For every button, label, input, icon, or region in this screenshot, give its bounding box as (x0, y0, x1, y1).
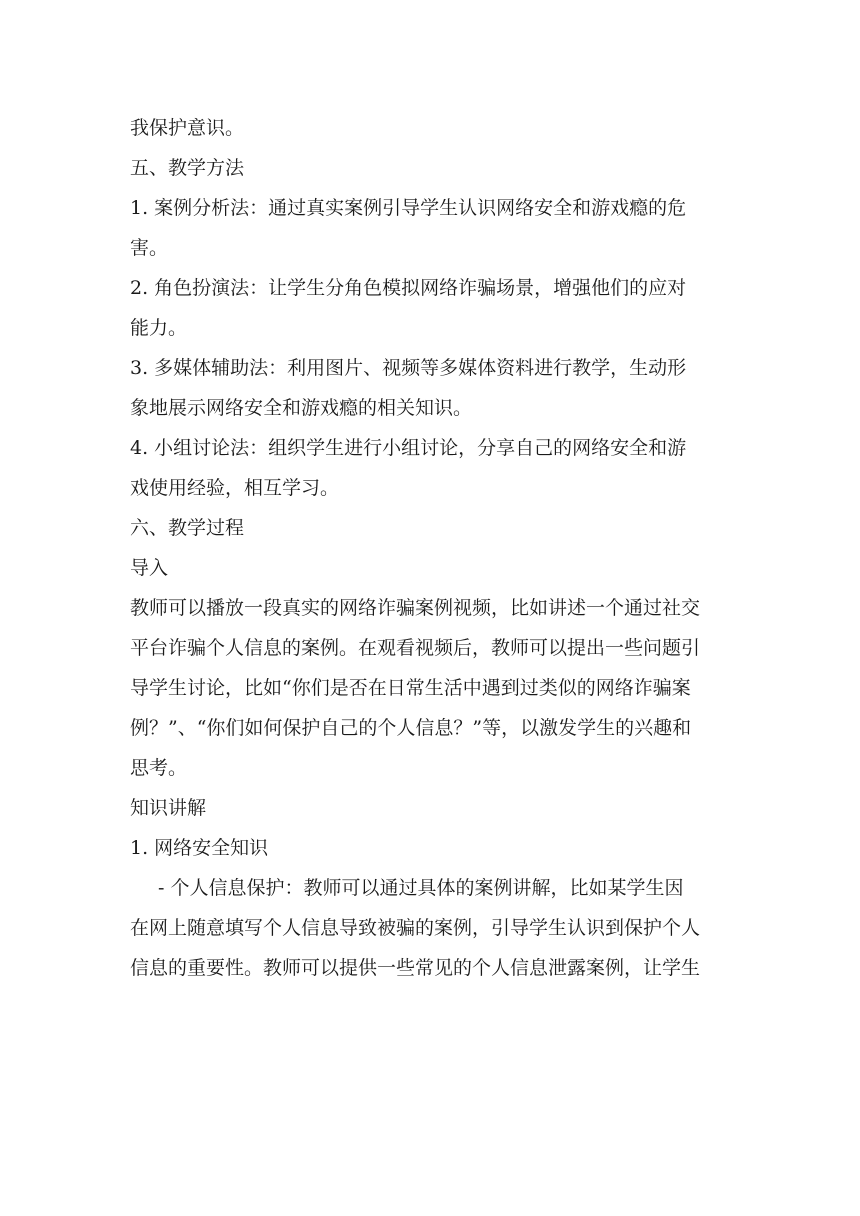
paragraph-line: 思考。 (130, 757, 188, 779)
paragraph-line: 信息的重要性。教师可以提供一些常见的个人信息泄露案例，让学生 (130, 957, 701, 979)
text-line: 我保护意识。 (130, 117, 245, 139)
paragraph-line: 例？”、“你们如何保护自己的个人信息？”等，以激发学生的兴趣和 (130, 717, 692, 739)
document-page (130, 108, 730, 988)
paragraph-line: 平台诈骗个人信息的案例。在观看视频后，教师可以提出一些问题引 (130, 637, 701, 659)
list-item-role-play: 2. 角色扮演法：让学生分角色模拟网络诈骗场景，增强他们的应对 (130, 277, 687, 299)
paragraph-line: 在网上随意填写个人信息导致被骗的案例，引导学生认识到保护个人 (130, 917, 701, 939)
sub-item-personal-info-protection: - 个人信息保护：教师可以通过具体的案例讲解，比如某学生因 (158, 877, 684, 899)
paragraph-line: 教师可以播放一段真实的网络诈骗案例视频，比如讲述一个通过社交 (130, 597, 701, 619)
text-line: 戏使用经验，相互学习。 (130, 477, 340, 499)
subheading-introduction: 导入 (130, 557, 169, 579)
list-item-group-discussion: 4. 小组讨论法：组织学生进行小组讨论，分享自己的网络安全和游 (130, 437, 687, 459)
section-heading-teaching-methods: 五、教学方法 (130, 157, 245, 179)
section-heading-teaching-process: 六、教学过程 (130, 517, 245, 539)
list-item-multimedia: 3. 多媒体辅助法：利用图片、视频等多媒体资料进行教学，生动形 (130, 357, 687, 379)
text-line: 象地展示网络安全和游戏瘾的相关知识。 (130, 397, 473, 419)
list-item-case-analysis: 1. 案例分析法：通过真实案例引导学生认识网络安全和游戏瘾的危 (130, 197, 687, 219)
text-line: 能力。 (130, 317, 188, 339)
list-item-network-security: 1. 网络安全知识 (130, 837, 269, 859)
paragraph-line: 导学生讨论，比如“你们是否在日常生活中遇到过类似的网络诈骗案 (130, 677, 691, 699)
subheading-knowledge-explanation: 知识讲解 (130, 797, 207, 819)
text-line: 害。 (130, 237, 169, 259)
